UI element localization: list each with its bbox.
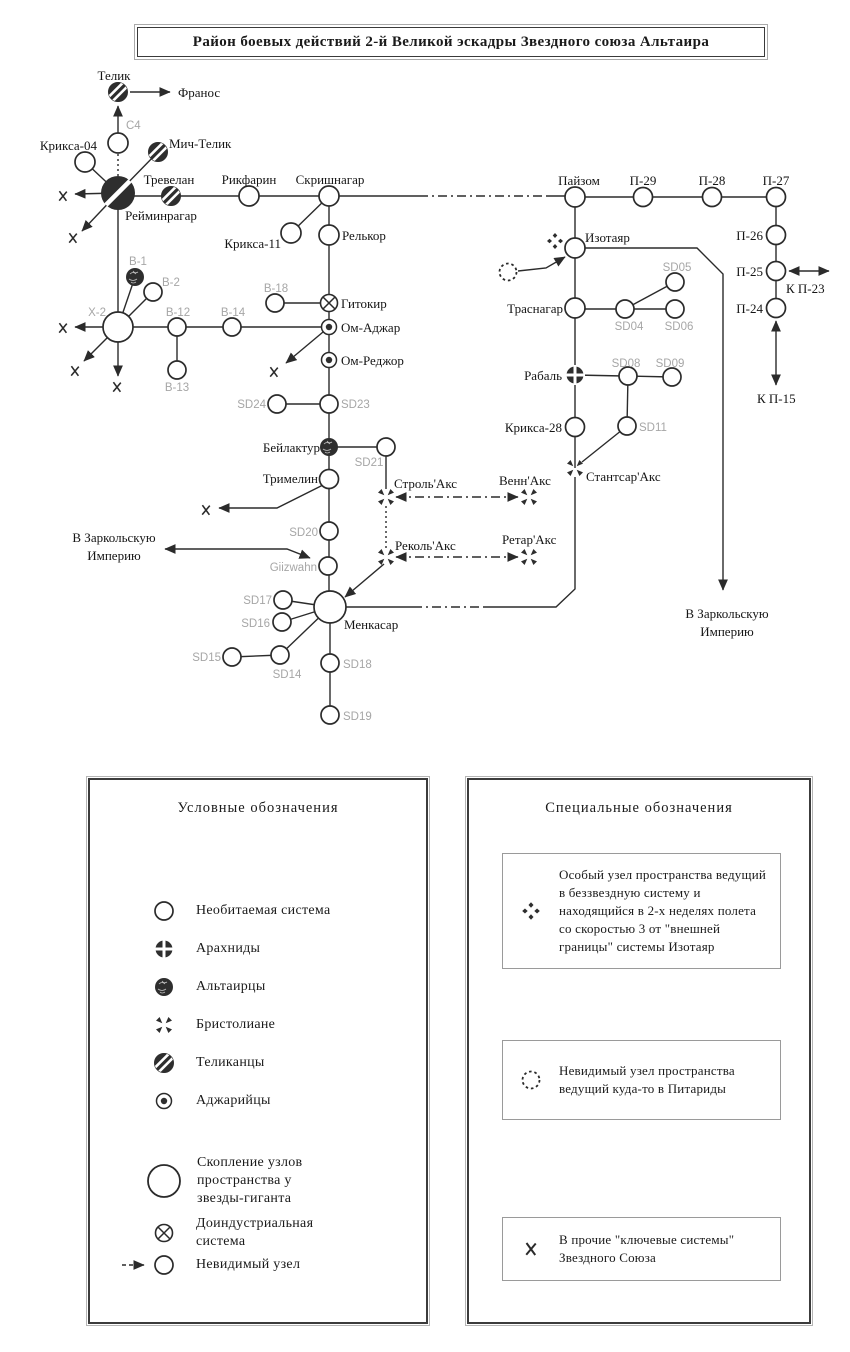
key-system-x-icon bbox=[202, 505, 210, 515]
label-zarkol-left-1: В Заркольскую bbox=[72, 530, 156, 545]
node-retaraks-bristol-icon bbox=[521, 549, 537, 565]
key-systems-x-icon bbox=[503, 1234, 559, 1264]
label-skrishnagar: Скришнагар bbox=[295, 172, 365, 187]
label-p29: П-29 bbox=[629, 173, 657, 188]
node-giizwahn bbox=[319, 557, 337, 575]
node-payzom bbox=[565, 187, 585, 207]
node-kriksa11 bbox=[281, 223, 301, 243]
legend-item-label: Альтаирцы bbox=[196, 979, 266, 994]
key-system-x-icon bbox=[59, 191, 67, 201]
altairians-icon bbox=[150, 973, 178, 1001]
label-menkasar: Менкасар bbox=[344, 617, 399, 632]
label-sd15: SD15 bbox=[192, 652, 221, 664]
label-relkor: Релькор bbox=[342, 228, 386, 243]
node-rikfarin bbox=[239, 186, 259, 206]
label-kriksa04: Крикса-04 bbox=[39, 138, 97, 153]
label-b13: B-13 bbox=[164, 382, 190, 394]
label-sd20: SD20 bbox=[289, 527, 318, 539]
node-rekolaks-bristol-icon bbox=[378, 549, 394, 565]
label-kriksa11: Крикса-11 bbox=[224, 236, 281, 251]
node-izotayar bbox=[565, 238, 585, 258]
label-michtelik: Мич-Телик bbox=[169, 136, 232, 151]
node-b1-altair-icon bbox=[126, 268, 144, 286]
legend-item-invisible bbox=[120, 1253, 418, 1277]
legend-item-label: Арахниды bbox=[196, 941, 261, 956]
label-p25: П-25 bbox=[736, 264, 763, 279]
label-sd06: SD06 bbox=[664, 321, 694, 333]
node-sd18 bbox=[321, 654, 339, 672]
node-b13 bbox=[168, 361, 186, 379]
label-p28: П-28 bbox=[698, 173, 726, 188]
label-strolaks: Строль'Акс bbox=[394, 476, 458, 491]
node-relkor bbox=[319, 225, 339, 245]
label-stantsaraks: Стантсар'Акс bbox=[586, 469, 661, 484]
node-sd06 bbox=[666, 300, 684, 318]
label-b2: B-2 bbox=[162, 277, 180, 289]
special-node-text: Особый узел пространства ведущий в беззвездную систему и находящийся в 2-х неделях полета со скоростью 3 от "внешней границы" системы Изотаяр bbox=[559, 867, 767, 954]
label-gitokir: Гитокир bbox=[341, 296, 387, 311]
label-x2: X-2 bbox=[88, 307, 106, 319]
key-systems-text: В прочие "ключевые системы" Звездного Союза bbox=[559, 1232, 735, 1265]
node-sd09 bbox=[663, 368, 681, 386]
node-b18 bbox=[266, 294, 284, 312]
node-strolaks-bristol-icon bbox=[378, 489, 394, 505]
izotayar-special-node-icon bbox=[547, 233, 563, 249]
legend-item-label-line: звезды-гиганта bbox=[197, 1191, 292, 1206]
legend-item-cluster bbox=[142, 1154, 418, 1208]
label-trasnagar: Траснагар bbox=[507, 301, 563, 316]
label-b12: B-12 bbox=[165, 307, 191, 319]
node-sd20 bbox=[320, 522, 338, 540]
label-sd19: SD19 bbox=[343, 711, 372, 723]
label-izotayar: Изотаяр bbox=[585, 230, 630, 245]
label-beylaktur: Бейлактур bbox=[262, 440, 320, 455]
key-system-x-icon bbox=[59, 323, 67, 333]
node-kriksa04 bbox=[75, 152, 95, 172]
label-sd11: SD11 bbox=[639, 422, 667, 434]
label-payzom: Пайзом bbox=[558, 173, 600, 188]
invisible-node-arrow-icon bbox=[120, 1253, 178, 1277]
label-sd08: SD08 bbox=[611, 358, 641, 370]
invisible-node-icon bbox=[500, 264, 517, 281]
legend-item-uninhabited bbox=[150, 897, 418, 925]
label-b18: B-18 bbox=[263, 283, 289, 295]
legend-item-telikans bbox=[150, 1049, 418, 1077]
legend-special-box bbox=[467, 778, 811, 1324]
label-sd18: SD18 bbox=[343, 659, 372, 671]
page-title: Район боевых действий 2-й Великой эскадры Звездного союза Альтаира bbox=[137, 27, 765, 57]
special-node-icon bbox=[503, 896, 559, 926]
cluster-giant-star-icon bbox=[142, 1159, 186, 1203]
edge-invis-izotayar bbox=[518, 257, 565, 271]
legend-item-label-line: система bbox=[196, 1234, 246, 1249]
label-sd24: SD24 bbox=[237, 399, 266, 411]
node-trevelan-telikan-icon bbox=[160, 185, 181, 206]
label-sd23: SD23 bbox=[341, 399, 370, 411]
label-sd17: SD17 bbox=[243, 595, 272, 607]
node-b12 bbox=[168, 318, 186, 336]
node-reyminragar-cluster-icon bbox=[101, 176, 135, 210]
node-c4 bbox=[108, 133, 128, 153]
label-rabal: Рабаль bbox=[524, 368, 562, 383]
node-vennaks-bristol-icon bbox=[521, 489, 537, 505]
label-kriksa28: Крикса-28 bbox=[504, 420, 562, 435]
uninhabited-system-icon bbox=[150, 897, 178, 925]
node-x2 bbox=[103, 312, 133, 342]
label-giizwahn: Giizwahn bbox=[269, 562, 317, 574]
label-retaraks: Ретар'Акс bbox=[502, 532, 557, 547]
key-system-x-icon bbox=[113, 382, 121, 392]
legend-item-arachnids bbox=[150, 935, 418, 963]
node-kriksa28 bbox=[566, 418, 585, 437]
node-gitokir-preindustrial-icon bbox=[321, 295, 338, 312]
label-rikfarin: Рикфарин bbox=[221, 172, 277, 187]
key-systems-entry bbox=[502, 1217, 781, 1281]
node-sd17 bbox=[274, 591, 292, 609]
bristolians-icon bbox=[150, 1011, 178, 1039]
legend-item-label: Аджарийцы bbox=[196, 1093, 271, 1108]
label-telik: Телик bbox=[97, 68, 131, 83]
legend-symbols-title: Условные обозначения bbox=[177, 800, 339, 816]
node-omadzhar-adjar-icon bbox=[322, 320, 337, 335]
labels-layer bbox=[40, 68, 825, 723]
label-b1: B-1 bbox=[129, 256, 147, 268]
node-sd24 bbox=[268, 395, 286, 413]
preindustrial-system-icon bbox=[150, 1219, 178, 1247]
key-system-x-icon bbox=[69, 233, 77, 243]
invisible-node-entry bbox=[502, 1040, 781, 1120]
node-p27 bbox=[767, 188, 786, 207]
label-sd04: SD04 bbox=[614, 321, 644, 333]
node-omredzhor-adjar-icon bbox=[322, 353, 337, 368]
label-kp15: К П-15 bbox=[757, 391, 796, 406]
legend-item-label-line: Скопление узлов bbox=[197, 1155, 303, 1170]
node-menkasar bbox=[314, 591, 346, 623]
label-vennaks: Венн'Акс bbox=[499, 473, 551, 488]
legend-item-altairians bbox=[150, 973, 418, 1001]
node-trimelin bbox=[320, 470, 339, 489]
edge-izotayar-zarkol bbox=[585, 248, 723, 590]
legend-item-preindustrial bbox=[150, 1215, 418, 1251]
node-sd21 bbox=[377, 438, 395, 456]
edge-rekol-menkasar bbox=[345, 564, 384, 597]
label-sd16: SD16 bbox=[241, 618, 270, 630]
invisible-node-legend-icon bbox=[503, 1065, 559, 1095]
adjarians-icon bbox=[150, 1087, 178, 1115]
label-sd14: SD14 bbox=[272, 669, 302, 681]
node-sd23 bbox=[320, 395, 338, 413]
label-trimelin: Тримелин bbox=[262, 471, 318, 486]
telikans-icon bbox=[150, 1049, 178, 1077]
label-zarkol-right-2: Империю bbox=[700, 624, 754, 639]
label-trevelan: Тревелан bbox=[143, 172, 195, 187]
label-sd21: SD21 bbox=[354, 457, 384, 469]
node-b14 bbox=[223, 318, 241, 336]
label-b14: B-14 bbox=[220, 307, 246, 319]
label-franos: Франос bbox=[178, 85, 221, 100]
label-sd09: SD09 bbox=[655, 358, 685, 370]
legend-item-label: Невидимый узел bbox=[196, 1257, 301, 1272]
special-node-entry bbox=[502, 853, 781, 969]
node-b2 bbox=[144, 283, 162, 301]
node-rabal-arachnid-icon bbox=[565, 365, 585, 385]
legend-item-label: Необитаемая система bbox=[196, 903, 331, 918]
label-zarkol-left-2: Империю bbox=[87, 548, 141, 563]
label-kp23: К П-23 bbox=[786, 281, 825, 296]
edge-giizwahn-zarkol bbox=[165, 549, 310, 558]
label-omadzhar: Ом-Аджар bbox=[341, 320, 401, 335]
node-sd11 bbox=[618, 417, 636, 435]
node-sd15 bbox=[223, 648, 241, 666]
label-reyminragar: Рейминрагар bbox=[125, 208, 197, 223]
label-p26: П-26 bbox=[736, 228, 763, 243]
node-p28 bbox=[703, 188, 722, 207]
node-sd05 bbox=[666, 273, 684, 291]
edge-trimelin-x bbox=[219, 485, 323, 508]
legend-item-label: Бристолиане bbox=[196, 1017, 276, 1032]
label-zarkol-right-1: В Заркольскую bbox=[685, 606, 769, 621]
node-sd19 bbox=[321, 706, 339, 724]
key-system-x-icon bbox=[71, 366, 79, 376]
node-p29 bbox=[634, 188, 653, 207]
arachnids-icon bbox=[150, 935, 178, 963]
label-c4: C4 bbox=[126, 120, 141, 132]
legend-item-label-line: Доиндустриальная bbox=[196, 1216, 314, 1231]
node-sd16 bbox=[273, 613, 291, 631]
legend-item-bristolians bbox=[150, 1011, 418, 1039]
node-beylaktur-altair-icon bbox=[320, 438, 338, 456]
node-p25 bbox=[767, 262, 786, 281]
node-skrishnagar bbox=[319, 186, 339, 206]
label-sd05: SD05 bbox=[662, 262, 692, 274]
legend-special-title: Специальные обозначения bbox=[545, 800, 733, 816]
node-sd04 bbox=[616, 300, 634, 318]
key-system-x-icon bbox=[270, 367, 278, 377]
node-p24 bbox=[767, 299, 786, 318]
node-p26 bbox=[767, 226, 786, 245]
legend-item-adjarians bbox=[150, 1087, 418, 1115]
node-telik-telikan-icon bbox=[107, 81, 128, 102]
label-p27: П-27 bbox=[762, 173, 790, 188]
legend-item-label: Теликанцы bbox=[196, 1055, 265, 1070]
label-rekolaks: Реколь'Акс bbox=[395, 538, 456, 553]
legend-item-label-line: пространства у bbox=[197, 1173, 292, 1188]
node-sd14 bbox=[271, 646, 289, 664]
legend-symbols-box bbox=[88, 778, 428, 1324]
invisible-node-text: Невидимый узел пространства ведущий куда-то в Питариды bbox=[559, 1063, 735, 1096]
label-p24: П-24 bbox=[736, 301, 763, 316]
label-omredzhor: Ом-Реджор bbox=[341, 353, 404, 368]
node-trasnagar bbox=[565, 298, 585, 318]
